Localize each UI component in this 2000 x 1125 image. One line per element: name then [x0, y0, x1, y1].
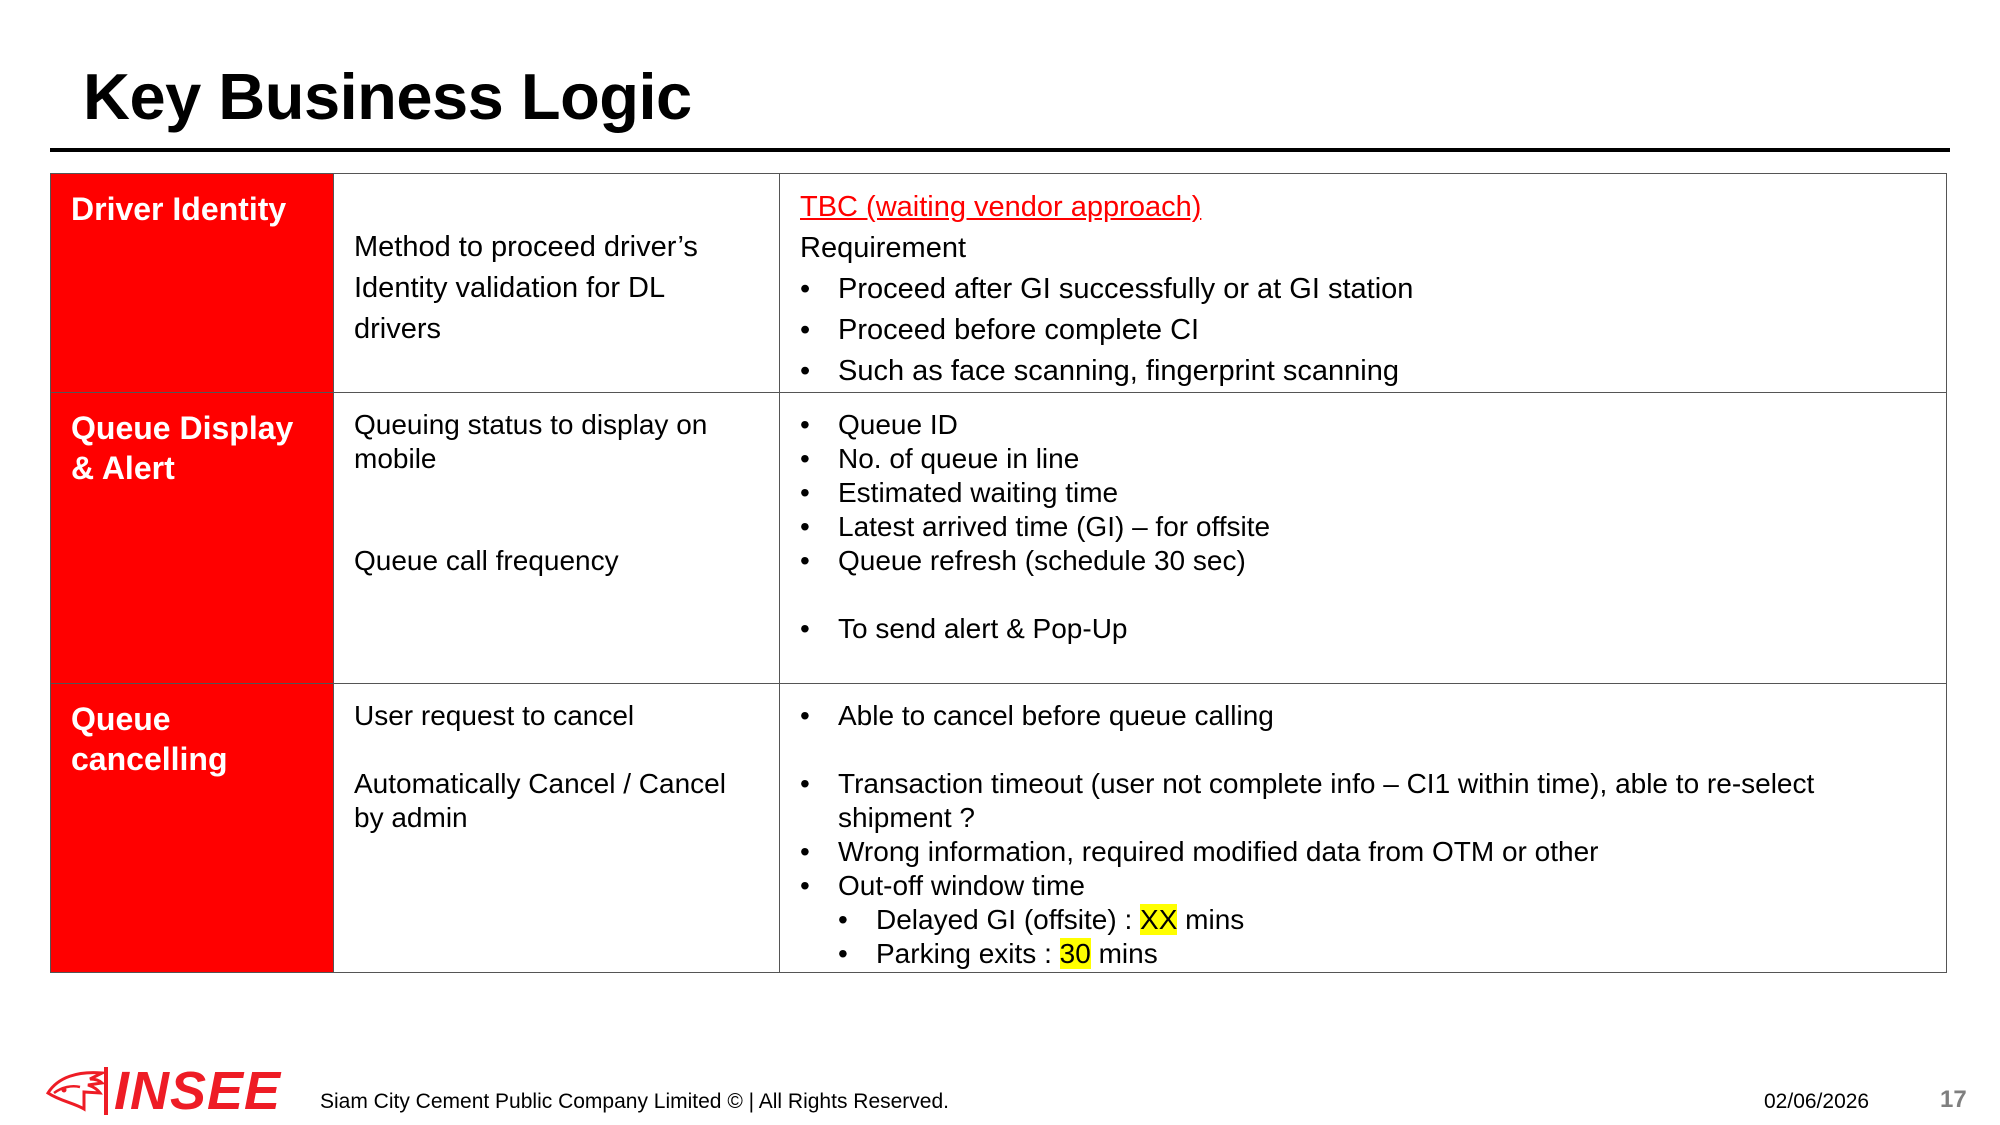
- sub-list-item: [838, 903, 1926, 937]
- list-item: • Latest arrived time (GI) – for offsite: [800, 510, 1926, 544]
- list-item: • No. of queue in line: [800, 442, 1926, 476]
- page-number: 17: [1940, 1086, 1967, 1113]
- list-item: • Queue ID: [800, 408, 1926, 442]
- row-label: Driver Identity: [51, 174, 334, 393]
- description-text: Queuing status to display on mobile: [354, 409, 708, 474]
- insee-logo: [44, 1063, 294, 1119]
- eagle-icon: [44, 1063, 108, 1119]
- table-row-queue-display: [51, 393, 1947, 684]
- list-item: • Proceed after GI successfully or at GI station: [800, 269, 1926, 310]
- alert-list: [800, 612, 1926, 646]
- row-requirements: [780, 684, 1947, 973]
- row-requirements: [780, 393, 1947, 684]
- list-item: • Transaction timeout (user not complete info – CI1 within time), able to re-select shipment ?: [800, 767, 1926, 835]
- slide-date: 02/06/2026: [1764, 1090, 1870, 1113]
- list-item: [800, 869, 1926, 971]
- list-item: • Estimated waiting time: [800, 476, 1926, 510]
- sub-list-item: [838, 937, 1926, 971]
- requirement-list: [800, 269, 1926, 392]
- description-text: Queue call frequency: [354, 545, 619, 576]
- status-note: TBC (waiting vendor approach): [800, 191, 1202, 223]
- row-requirements: [780, 174, 1947, 393]
- sub-item-label: Delayed GI (offsite) :: [876, 904, 1141, 935]
- requirement-list: [800, 699, 1926, 733]
- row-description: [334, 393, 780, 684]
- table-row-queue-cancelling: [51, 684, 1947, 973]
- sub-item-label: Parking exits :: [876, 938, 1060, 969]
- highlighted-value: 30: [1059, 938, 1091, 969]
- list-item: • Wrong information, required modified data from OTM or other: [800, 835, 1926, 869]
- description-text: Method to proceed driver’s Identity validation for DL drivers: [354, 231, 698, 345]
- list-item: • Able to cancel before queue calling: [800, 699, 1926, 733]
- row-label: Queue Display & Alert: [51, 393, 334, 684]
- sub-item-unit: mins: [1090, 938, 1158, 969]
- list-item: • To send alert & Pop-Up: [800, 612, 1926, 646]
- requirement-heading: Requirement: [800, 232, 967, 264]
- list-item: • Proceed before complete CI: [800, 310, 1926, 351]
- copyright-text: Siam City Cement Public Company Limited © | All Rights Reserved.: [320, 1090, 949, 1113]
- description-text: Automatically Cancel / Cancel by admin: [354, 768, 726, 833]
- row-description: [334, 684, 780, 973]
- list-item: • Such as face scanning, fingerprint scanning: [800, 351, 1926, 392]
- business-logic-table: [50, 173, 1947, 973]
- cancel-reason-list: [800, 767, 1926, 971]
- list-item: • Queue refresh (schedule 30 sec): [800, 544, 1926, 578]
- description-text: User request to cancel: [354, 700, 635, 731]
- sub-item-unit: mins: [1177, 904, 1245, 935]
- table-row-driver-identity: [51, 174, 1947, 393]
- logo-wordmark: INSEE: [114, 1061, 282, 1121]
- sub-list: [838, 903, 1926, 971]
- logo-divider: [104, 1067, 108, 1115]
- requirement-list: [800, 408, 1926, 578]
- title-divider: [50, 148, 1950, 152]
- row-label: Queue cancelling: [51, 684, 334, 973]
- highlighted-value: XX: [1140, 904, 1178, 935]
- list-item-text: Out-off window time: [838, 870, 1085, 901]
- slide-title: Key Business Logic: [83, 60, 692, 133]
- row-description: [334, 174, 780, 393]
